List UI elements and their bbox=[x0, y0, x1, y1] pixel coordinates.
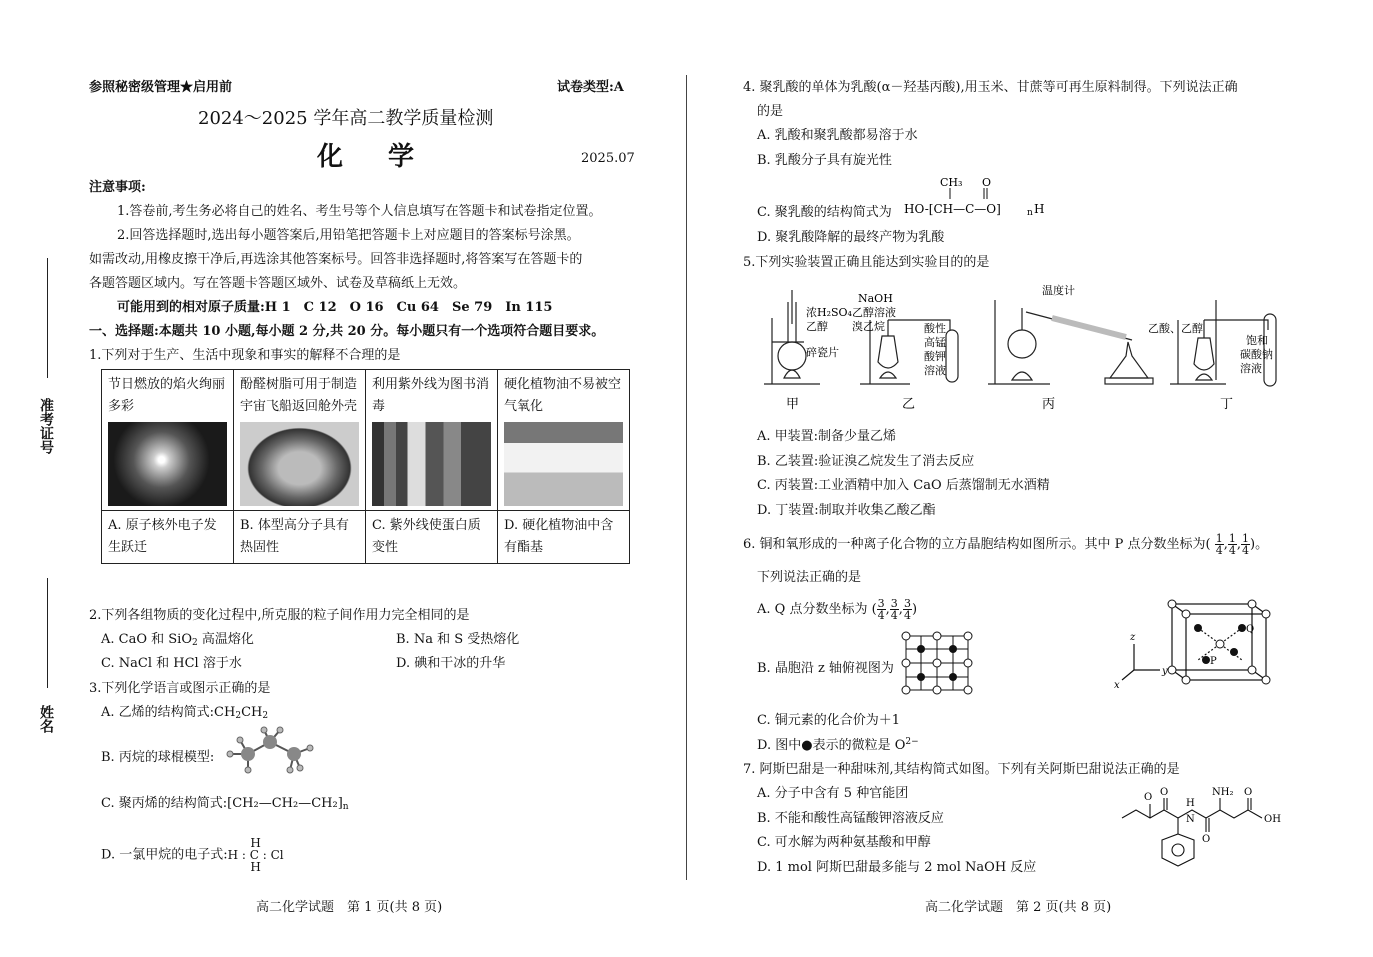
question-4-cont: 的是 bbox=[757, 104, 784, 119]
axis-x: x bbox=[1114, 680, 1120, 691]
q6-option-c[interactable]: C. 铜元素的化合价为＋1 bbox=[757, 713, 901, 728]
svg-text:H: H bbox=[1186, 798, 1195, 809]
q5-option-b[interactable]: B. 乙装置:验证溴乙烷发生了消去反应 bbox=[757, 454, 975, 469]
binding-line-mid bbox=[47, 578, 48, 688]
question-6: 6. 铜和氧形成的一种离子化合物的立方晶胞结构如图所示。其中 P 点分数坐标为( $\frac{1}{4}$ , $\frac{1}{4}$ , $\frac{1}{4}$ )。 bbox=[743, 532, 1269, 557]
yi-reagent-6: 酸钾 bbox=[924, 350, 946, 363]
q2-option-c[interactable]: C. NaCl 和 HCl 溶于水 bbox=[101, 656, 242, 671]
name-label: 姓名 bbox=[38, 705, 54, 733]
q2-option-a[interactable]: A. CaO 和 SiO$_2$ 高温熔化 bbox=[101, 632, 254, 648]
q3-option-b[interactable]: B. 丙烷的球棍模型: bbox=[101, 750, 215, 765]
notice-2c: 各题答题区域内。写在答题卡答题区域外、试卷及草稿纸上无效。 bbox=[89, 276, 467, 291]
notice-1: 1.答卷前,考生务必将自己的姓名、考生号等个人信息填写在答题卡和试卷指定位置。 bbox=[117, 204, 602, 219]
hardened-oil-image bbox=[504, 422, 623, 506]
svg-text:n: n bbox=[1027, 208, 1033, 218]
aspartame-structure bbox=[1118, 782, 1288, 874]
label-yi: 乙 bbox=[902, 397, 916, 412]
yi-reagent-5: 高锰 bbox=[924, 336, 946, 349]
yi-reagent-7: 溶液 bbox=[924, 364, 946, 377]
ding-reagent-4: 溶液 bbox=[1240, 362, 1262, 375]
q7-option-c[interactable]: C. 可水解为两种氨基酸和甲醇 bbox=[757, 835, 931, 850]
svg-text:N: N bbox=[1186, 814, 1195, 825]
q6-option-b[interactable]: B. 晶胞沿 z 轴俯视图为 bbox=[757, 661, 894, 676]
q3-option-d[interactable]: D. 一氯甲烷的电子式: H H : C : Cl H bbox=[101, 836, 284, 874]
point-q: Q bbox=[1246, 624, 1255, 635]
label-bing: 丙 bbox=[1042, 397, 1056, 412]
svg-text:HO-[CH—C—O]: HO-[CH—C—O] bbox=[904, 202, 1001, 216]
svg-text:O: O bbox=[1160, 787, 1169, 798]
q4-option-b[interactable]: B. 乳酸分子具有旋光性 bbox=[757, 153, 892, 168]
polylactic-acid-structure bbox=[902, 172, 1052, 220]
q7-option-b[interactable]: B. 不能和酸性高锰酸钾溶液反应 bbox=[757, 811, 944, 826]
axis-z: z bbox=[1130, 632, 1136, 643]
notice-2a: 2.回答选择题时,选出每小题答案后,用铅笔把答题卡上对应题目的答案标号涂黑。 bbox=[117, 228, 580, 243]
q5-option-a[interactable]: A. 甲装置:制备少量乙烯 bbox=[757, 429, 897, 444]
exam-number-label: 准考证号 bbox=[38, 398, 54, 454]
jia-reagent-1: 浓H₂SO₄ bbox=[806, 306, 852, 319]
q1-option-a[interactable]: A. 原子核外电子发生跃迁 bbox=[102, 511, 234, 564]
library-image bbox=[372, 422, 491, 506]
q5-option-d[interactable]: D. 丁装置:制取并收集乙酸乙酯 bbox=[757, 503, 936, 518]
page-divider bbox=[686, 75, 687, 880]
q3-option-c[interactable]: C. 聚丙烯的结构简式$:[CH_2—CH_2—CH_2]_n$ bbox=[101, 796, 349, 812]
svg-text:O: O bbox=[1144, 792, 1153, 803]
question-7: 7. 阿斯巴甜是一种甜味剂,其结构简式如图。下列有关阿斯巴甜说法正确的是 bbox=[743, 762, 1180, 777]
table-row bbox=[102, 511, 630, 564]
subject-title: 化 学 bbox=[317, 142, 433, 172]
q3-option-a[interactable]: A. 乙烯的结构简式$:CH_2CH_2$ bbox=[101, 705, 269, 721]
ding-reagent-1: 乙酸、乙醇 bbox=[1148, 322, 1203, 335]
question-4: 4. 聚乳酸的单体为乳酸(α－羟基丙酸),用玉米、甘蔗等可再生原料制得。下列说法正确 bbox=[743, 80, 1238, 95]
svg-text:OH: OH bbox=[1264, 814, 1281, 825]
q1-option-d[interactable]: D. 硬化植物油中含有酯基 bbox=[498, 511, 630, 564]
section-1-heading: 一、选择题:本题共 10 小题,每小题 2 分,共 20 分。每小题只有一个选项符合题目要求。 bbox=[89, 324, 605, 339]
question-5: 5.下列实验装置正确且能达到实验目的的是 bbox=[743, 255, 990, 270]
svg-text:O: O bbox=[1244, 787, 1253, 798]
q1-table bbox=[101, 369, 630, 564]
yi-reagent-2: 乙醇溶液 bbox=[852, 306, 896, 319]
table-row bbox=[102, 370, 630, 511]
page-1-footer: 高二化学试题 第 1 页(共 8 页) bbox=[256, 900, 443, 915]
notice-2b: 如需改动,用橡皮擦干净后,再选涂其他答案标号。回答非选择题时,将答案写在答题卡的 bbox=[89, 252, 583, 267]
q5-apparatus-figure bbox=[760, 280, 1295, 415]
q1-cell: 硬化植物油不易被空气氧化 bbox=[498, 370, 630, 511]
page-2-footer: 高二化学试题 第 2 页(共 8 页) bbox=[925, 900, 1112, 915]
label-ding: 丁 bbox=[1220, 397, 1234, 412]
question-3: 3.下列化学语言或图示正确的是 bbox=[89, 681, 271, 696]
axis-y: y bbox=[1162, 666, 1168, 677]
svg-text:O: O bbox=[1202, 834, 1211, 845]
exam-date: 2025.07 bbox=[581, 151, 635, 166]
point-p: P bbox=[1210, 656, 1217, 667]
q1-cell: 利用紫外线为图书消毒 bbox=[366, 370, 498, 511]
q6-crystal-cell bbox=[1110, 596, 1280, 696]
jia-reagent-3: 碎瓷片 bbox=[806, 346, 839, 359]
q2-option-b[interactable]: B. Na 和 S 受热熔化 bbox=[396, 632, 520, 647]
question-6-cont: 下列说法正确的是 bbox=[757, 570, 862, 585]
q6-option-d[interactable]: D. 图中●表示的微粒是 $O^{2-}$ bbox=[757, 737, 919, 753]
svg-text:H: H bbox=[1034, 202, 1045, 216]
question-1: 1.下列对于生产、生活中现象和事实的解释不合理的是 bbox=[89, 348, 401, 363]
ding-reagent-2: 饱和 bbox=[1246, 334, 1268, 347]
svg-text:NH₂: NH₂ bbox=[1212, 787, 1234, 798]
q1-cell: 节日燃放的焰火绚丽多彩 bbox=[102, 370, 234, 511]
notice-title: 注意事项: bbox=[89, 180, 146, 195]
svg-text:O: O bbox=[982, 176, 992, 189]
bing-reagent-1: 温度计 bbox=[1042, 284, 1075, 297]
binding-line-top bbox=[47, 258, 48, 378]
atomic-mass: 可能用到的相对原子质量:H 1 C 12 O 16 Cu 64 Se 79 In 115 bbox=[117, 300, 553, 315]
q6-top-view-grid bbox=[900, 630, 976, 696]
q6-option-a[interactable]: A. Q 点分数坐标为 ( $\frac{3}{4}$ , $\frac{3}{4}$ , $\frac{3}{4}$ ) bbox=[757, 597, 918, 622]
capsule-image bbox=[240, 422, 359, 506]
fireworks-image bbox=[108, 422, 227, 506]
q2-option-d[interactable]: D. 碘和干冰的升华 bbox=[396, 656, 506, 671]
q4-option-d[interactable]: D. 聚乳酸降解的最终产物为乳酸 bbox=[757, 230, 945, 245]
q4-option-c[interactable]: C. 聚乳酸的结构简式为 bbox=[757, 205, 892, 220]
confidential-label: 参照秘密级管理★启用前 bbox=[89, 80, 233, 95]
yi-reagent-4: 酸性 bbox=[924, 322, 946, 335]
ding-reagent-3: 碳酸钠 bbox=[1240, 348, 1273, 361]
label-jia: 甲 bbox=[786, 397, 800, 412]
q1-option-c[interactable]: C. 紫外线使蛋白质变性 bbox=[366, 511, 498, 564]
q7-option-a[interactable]: A. 分子中含有 5 种官能团 bbox=[757, 786, 909, 801]
propane-ball-stick-model bbox=[218, 726, 318, 776]
question-2: 2.下列各组物质的变化过程中,所克服的粒子间作用力完全相同的是 bbox=[89, 608, 470, 623]
q1-option-b[interactable]: B. 体型高分子具有热固性 bbox=[234, 511, 366, 564]
paper-type: 试卷类型:A bbox=[557, 80, 624, 95]
q5-option-c[interactable]: C. 丙装置:工业酒精中加入 CaO 后蒸馏制无水酒精 bbox=[757, 478, 1050, 493]
exam-title: 2024～2025 学年高二教学质量检测 bbox=[198, 108, 494, 129]
yi-reagent-1: NaOH bbox=[858, 292, 893, 305]
jia-reagent-2: 乙醇 bbox=[806, 320, 828, 333]
q4-option-a[interactable]: A. 乳酸和聚乳酸都易溶于水 bbox=[757, 128, 918, 143]
q7-option-d[interactable]: D. 1 mol 阿斯巴甜最多能与 2 mol NaOH 反应 bbox=[757, 860, 1037, 875]
svg-text:CH₃: CH₃ bbox=[940, 176, 963, 189]
q1-cell: 酚醛树脂可用于制造宇宙飞船返回舱外壳 bbox=[234, 370, 366, 511]
yi-reagent-3: 溴乙烷 bbox=[852, 320, 885, 333]
